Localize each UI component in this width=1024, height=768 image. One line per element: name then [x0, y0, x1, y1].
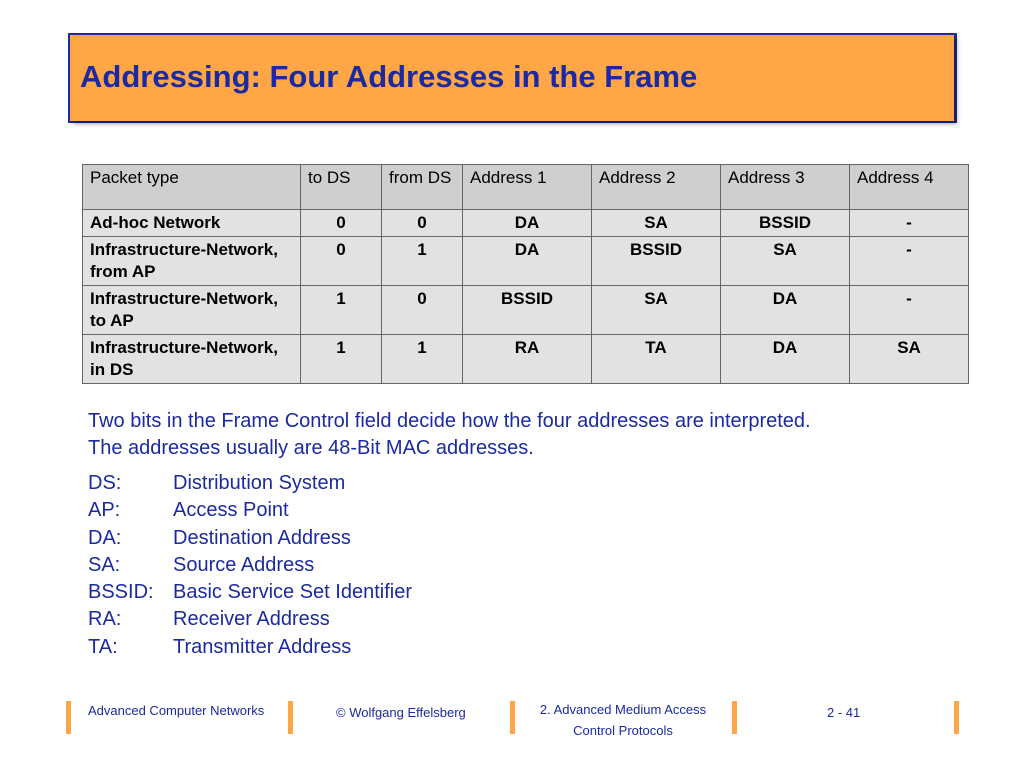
header-address-4: Address 4: [850, 165, 969, 210]
cell-address-4: -: [850, 237, 969, 286]
cell-packet-type: Infrastructure-Network, from AP: [83, 237, 301, 286]
cell-packet-type: Infrastructure-Network, to AP: [83, 286, 301, 335]
cell-address-2: SA: [592, 210, 721, 237]
cell-address-4: SA: [850, 335, 969, 384]
footer-divider: [288, 701, 293, 734]
header-address-3: Address 3: [721, 165, 850, 210]
footer-divider: [66, 701, 71, 734]
table-row: [83, 335, 969, 384]
header-address-2: Address 2: [592, 165, 721, 210]
cell-to-ds: 0: [301, 237, 382, 286]
cell-address-4: -: [850, 210, 969, 237]
cell-address-1: DA: [463, 237, 592, 286]
cell-address-3: DA: [721, 335, 850, 384]
footer-course: Advanced Computer Networks: [88, 703, 265, 718]
footer-divider: [954, 701, 959, 734]
cell-to-ds: 1: [301, 335, 382, 384]
footer-divider: [732, 701, 737, 734]
cell-packet-type: Ad-hoc Network: [83, 210, 301, 237]
description-line: Two bits in the Frame Control field decide how the four addresses are interpreted.: [88, 410, 811, 432]
cell-from-ds: 0: [382, 210, 463, 237]
description-line: The addresses usually are 48-Bit MAC addresses.: [88, 437, 534, 459]
abbreviation-value: Basic Service Set Identifier: [173, 581, 412, 604]
footer-chapter-line: Control Protocols: [573, 723, 673, 738]
cell-address-4: -: [850, 286, 969, 335]
cell-address-1: BSSID: [463, 286, 592, 335]
cell-to-ds: 0: [301, 210, 382, 237]
header-packet-type: Packet type: [83, 165, 301, 210]
abbreviation-value: Receiver Address: [173, 608, 330, 631]
abbreviation-key: RA:: [88, 608, 122, 631]
abbreviation-item: [88, 606, 412, 633]
table-row: [83, 237, 969, 286]
abbreviation-value: Distribution System: [173, 472, 346, 494]
cell-address-2: SA: [592, 286, 721, 335]
cell-address-1: RA: [463, 335, 592, 384]
abbreviation-key: SA:: [88, 553, 121, 576]
footer-author: © Wolfgang Effelsberg: [336, 705, 466, 720]
abbreviation-key: TA:: [88, 635, 118, 658]
table-row: [83, 210, 969, 237]
cell-from-ds: 1: [382, 335, 463, 384]
cell-address-2: TA: [592, 335, 721, 384]
page-title: Addressing: Four Addresses in the Frame: [80, 59, 698, 94]
title-banner: [70, 35, 954, 121]
header-from-ds: from DS: [382, 165, 463, 210]
description: [88, 408, 988, 462]
abbreviation-key: AP:: [88, 499, 121, 522]
abbreviation-value: Access Point: [173, 499, 289, 522]
table-header-row: [83, 165, 969, 210]
cell-address-2: BSSID: [592, 237, 721, 286]
abbreviation-item: [88, 470, 412, 497]
abbreviation-item: [88, 525, 412, 552]
abbreviation-value: Source Address: [173, 553, 315, 576]
abbreviation-key: BSSID:: [88, 581, 154, 604]
footer-chapter: [526, 699, 720, 741]
abbreviation-value: Transmitter Address: [173, 635, 352, 658]
abbreviation-item: [88, 634, 412, 661]
abbreviation-value: Destination Address: [173, 526, 351, 549]
footer-chapter-line: 2. Advanced Medium Access: [539, 702, 707, 717]
abbreviation-list: [88, 470, 412, 661]
cell-packet-type: Infrastructure-Network, in DS: [83, 335, 301, 384]
cell-address-3: SA: [721, 237, 850, 286]
cell-address-1: DA: [463, 210, 592, 237]
abbreviation-key: DA:: [88, 526, 122, 549]
abbreviation-item: [88, 579, 412, 606]
cell-from-ds: 0: [382, 286, 463, 335]
address-table: [82, 164, 969, 384]
footer-page-number: 2 - 41: [827, 705, 861, 720]
abbreviation-item: [88, 552, 412, 579]
cell-address-3: DA: [721, 286, 850, 335]
header-to-ds: to DS: [301, 165, 382, 210]
abbreviation-key: DS:: [88, 472, 122, 494]
cell-from-ds: 1: [382, 237, 463, 286]
abbreviation-item: [88, 497, 412, 524]
footer-divider: [510, 701, 515, 734]
cell-address-3: BSSID: [721, 210, 850, 237]
cell-to-ds: 1: [301, 286, 382, 335]
header-address-1: Address 1: [463, 165, 592, 210]
table-row: [83, 286, 969, 335]
